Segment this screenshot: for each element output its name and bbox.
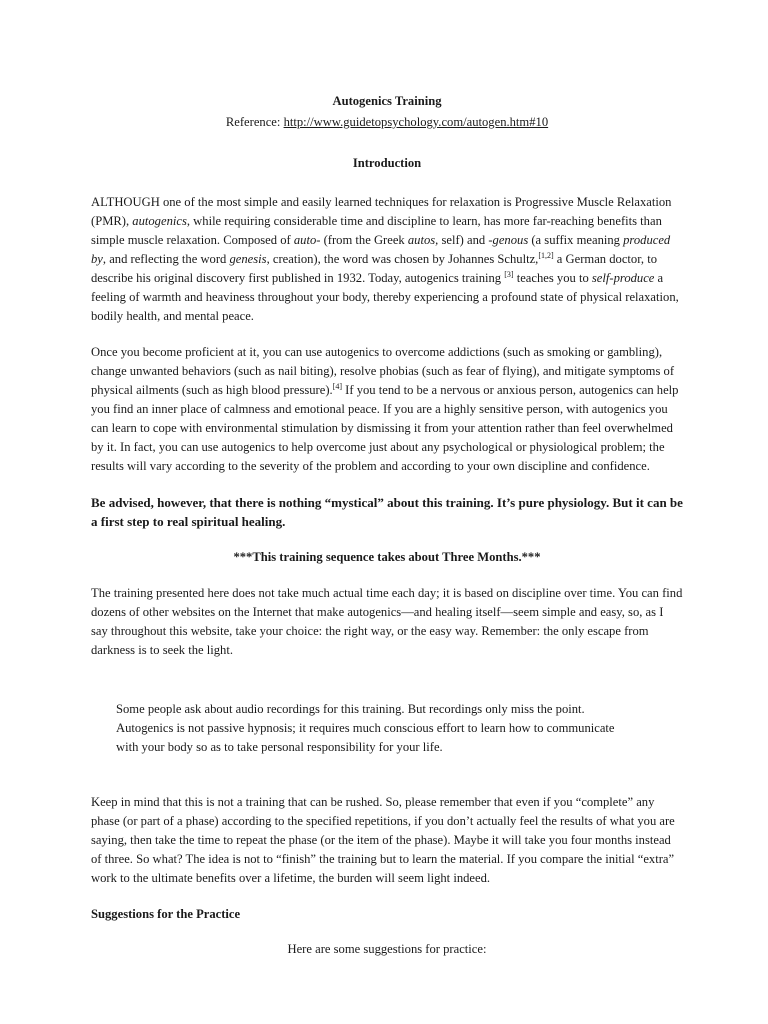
p1-italic: genesis: [229, 252, 267, 266]
p1-italic: produced by: [91, 233, 671, 266]
p1-text: a German doctor, to describe his original discovery first published in 1932. Today, autogenics training: [91, 252, 657, 285]
document-title: Autogenics Training: [332, 94, 442, 108]
p1-italic: self-produce: [591, 271, 655, 285]
p1-italic: -genous: [488, 233, 529, 247]
p1-text: , while requiring considerable time and discipline to learn, has more far-reaching benefits than simple muscle relaxation. Composed of: [91, 214, 662, 247]
duration-notice: ***This training sequence takes about Three Months.***: [233, 550, 541, 564]
p1-text: , and reflecting the word: [102, 252, 230, 266]
footnote-ref: [3]: [504, 269, 514, 279]
reference-label: Reference:: [225, 115, 281, 129]
proficiency-paragraph: [91, 343, 683, 476]
p1-text: teaches you to: [513, 271, 592, 285]
p2-text: Once you become proficient at it, you can use autogenics to overcome addictions (such as smoking or gambling), change unwanted behaviors (such as nail biting), resolve phobias (such as fear of flying), and mitigate symptoms of physical ailments (such as high blood pressure).: [91, 345, 675, 397]
document-body: [91, 92, 683, 959]
training-paragraph: The training presented here does not take much actual time each day; it is based on discipline over time. You can find dozens of other websites on the Internet that make autogenics—and healing itself—seem simple and easy, so, as I say throughout this website, take your choice: the right way, or the easy way. Remember: the only escape from darkness is to seek the light.: [91, 586, 683, 657]
introduction-heading: Introduction: [352, 156, 422, 170]
suggestions-heading: Suggestions for the Practice: [91, 907, 241, 921]
intro-paragraph: [91, 193, 683, 326]
p1-text: a feeling of warmth and heaviness throughout your body, thereby experiencing a profound state of physical relaxation, bodily health, and mental peace.: [91, 271, 679, 323]
advisory-paragraph: Be advised, however, that there is nothing “mystical” about this training. It’s pure physiology. But it can be a first step to real spiritual healing.: [91, 495, 683, 529]
p1-text: (from the Greek: [320, 233, 408, 247]
footnote-ref: [4]: [332, 381, 343, 391]
reference-link[interactable]: http://www.guidetopsychology.com/autogen.htm#10: [283, 115, 549, 129]
indented-quote: [116, 700, 683, 757]
p1-text: (a suffix meaning: [528, 233, 624, 247]
reference-line: [91, 113, 683, 132]
quote-line: with your body so as to take personal responsibility for your life.: [116, 740, 443, 754]
p1-text: self) and: [438, 233, 489, 247]
p1-italic: autogenics: [132, 214, 187, 228]
footnote-ref: [1,2]: [538, 250, 554, 260]
p2-text: If you tend to be a nervous or anxious person, autogenics can help you find an inner place of calmness and emotional peace. If you are a highly sensitive person, with autogenics you can learn to cope with environmental stimulation by dismissing it from your attention rather than feel overwhelmed by it. In fact, you can use autogenics to help overcome just about any psychological or physiological problem; the results will vary according to the severity of the problem and according to your own discipline and confidence.: [91, 383, 679, 473]
p1-text: , creation), the word was chosen by Johannes Schultz,: [266, 252, 539, 266]
p1-text: ALTHOUGH one of the most simple and easily learned techniques for relaxation is Progressive Muscle Relaxation (PMR),: [91, 195, 672, 228]
p1-italic: auto-: [293, 233, 321, 247]
quote-line: Some people ask about audio recordings for this training. But recordings only miss the point.: [116, 702, 585, 716]
p1-italic: autos,: [407, 233, 439, 247]
quote-line: Autogenics is not passive hypnosis; it requires much conscious effort to learn how to communicate: [116, 721, 615, 735]
rushing-paragraph: Keep in mind that this is not a training that can be rushed. So, please remember that even if you “complete” any phase (or part of a phase) according to the specified repetitions, if you don’t actually feel the results of what you are saying, then take the time to repeat the phase (or the item of the phase). Maybe it will take you four months instead of three. So what? The idea is not to “finish” the training but to learn the material. If you compare the initial “extra” work to the ultimate benefits over a lifetime, the burden will seem light indeed.: [91, 795, 675, 885]
suggestions-intro: Here are some suggestions for practice:: [287, 942, 487, 956]
